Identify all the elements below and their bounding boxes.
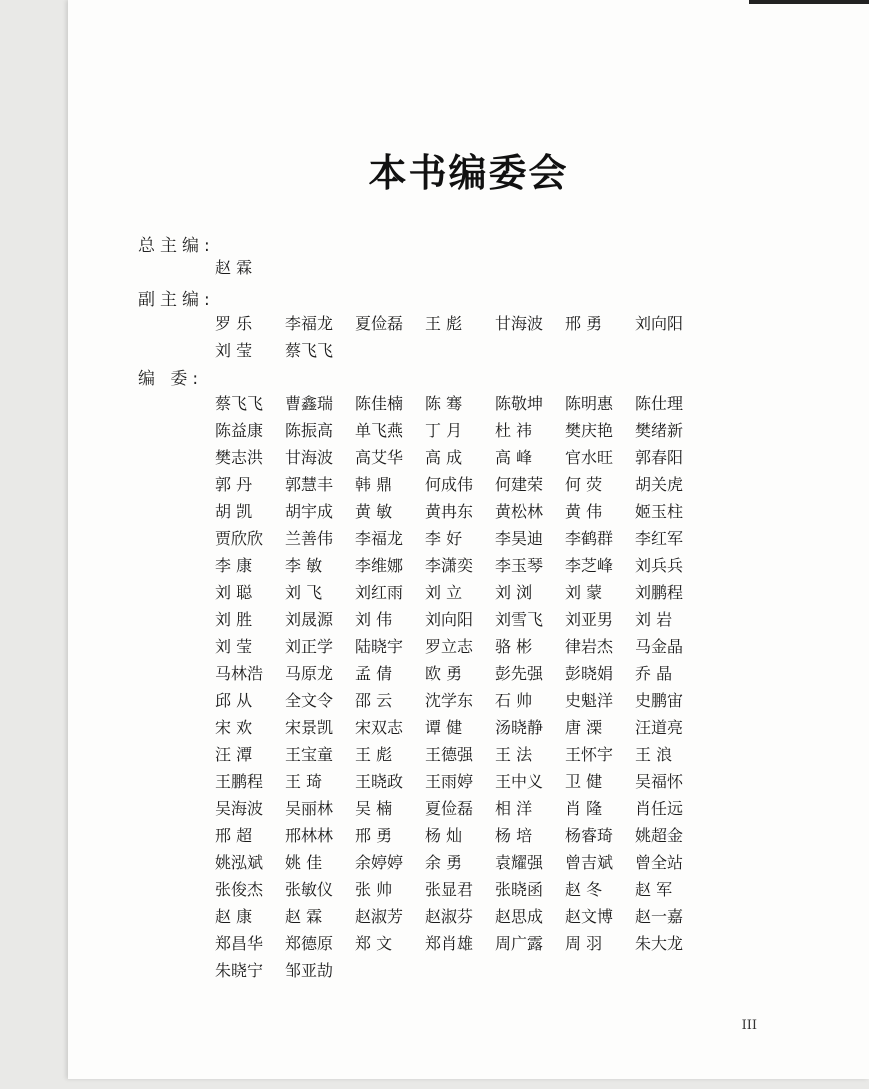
member-name: 宋双志 <box>355 718 404 737</box>
member-name: 郭 丹 <box>215 475 253 494</box>
member-name: 李福龙 <box>285 314 334 333</box>
member-name: 胡关虎 <box>635 475 684 494</box>
member-name: 王雨婷 <box>425 772 474 791</box>
member-name: 赵 冬 <box>565 880 603 899</box>
member-name: 周广露 <box>495 934 544 953</box>
member-name: 马金晶 <box>635 637 684 656</box>
member-name: 刘 浏 <box>495 583 533 602</box>
member-name: 夏俭磊 <box>355 314 404 333</box>
member-name: 李维娜 <box>355 556 404 575</box>
member-name: 樊志洪 <box>215 448 264 467</box>
member-name: 邢 勇 <box>565 314 603 333</box>
member-name: 肖 隆 <box>565 799 603 818</box>
member-name: 史魁洋 <box>565 691 614 710</box>
member-name: 乔 晶 <box>635 664 673 683</box>
member-name: 王 琦 <box>285 772 323 791</box>
member-name: 李 康 <box>215 556 253 575</box>
deputy-editor-list <box>215 310 705 364</box>
member-name: 何成伟 <box>425 475 474 494</box>
member-name: 高 成 <box>425 448 463 467</box>
member-name: 胡宇成 <box>285 502 334 521</box>
member-name: 官水旺 <box>565 448 614 467</box>
member-name: 欧 勇 <box>425 664 463 683</box>
top-edge-line <box>749 0 869 4</box>
member-name: 刘 莹 <box>215 341 253 360</box>
member-name: 赵一嘉 <box>635 907 684 926</box>
member-name: 赵淑芳 <box>355 907 404 926</box>
member-name: 赵 霖 <box>285 907 323 926</box>
deputy-editor-label: 副主编: <box>138 290 215 310</box>
member-name: 陆晓宇 <box>355 637 404 656</box>
member-name: 刘晟源 <box>285 610 334 629</box>
member-name: 刘 立 <box>425 583 463 602</box>
member-name: 卫 健 <box>565 772 603 791</box>
member-name: 邵 云 <box>355 691 393 710</box>
member-name: 刘鹏程 <box>635 583 684 602</box>
member-name: 姚 佳 <box>285 853 323 872</box>
member-name: 赵文博 <box>565 907 614 926</box>
member-name: 彭先强 <box>495 664 544 683</box>
member-name: 樊绪新 <box>635 421 684 440</box>
member-name: 单飞燕 <box>355 421 404 440</box>
member-name: 刘红雨 <box>355 583 404 602</box>
member-name: 王宝童 <box>285 745 334 764</box>
member-name: 朱大龙 <box>635 934 684 953</box>
member-name: 李 好 <box>425 529 463 548</box>
member-name: 黄松林 <box>495 502 544 521</box>
member-name: 宋景凯 <box>285 718 334 737</box>
member-name: 刘向阳 <box>635 314 684 333</box>
member-name: 赵思成 <box>495 907 544 926</box>
member-name: 高 峰 <box>495 448 533 467</box>
member-name: 刘 岩 <box>635 610 673 629</box>
page-title: 本书编委会 <box>368 150 569 195</box>
member-name: 陈明惠 <box>565 394 614 413</box>
member-name: 吴 楠 <box>355 799 393 818</box>
member-name: 刘兵兵 <box>635 556 684 575</box>
member-name: 全文令 <box>285 691 334 710</box>
member-name: 汪 潭 <box>215 745 253 764</box>
member-name: 宋 欢 <box>215 718 253 737</box>
member-name: 兰善伟 <box>285 529 334 548</box>
member-name: 李鹤群 <box>565 529 614 548</box>
member-name: 谭 健 <box>425 718 463 737</box>
member-name: 甘海波 <box>495 314 544 333</box>
member-name: 陈振高 <box>285 421 334 440</box>
member-name: 王中义 <box>495 772 544 791</box>
member-name: 黄 伟 <box>565 502 603 521</box>
member-name: 姬玉柱 <box>635 502 684 521</box>
member-name: 余婷婷 <box>355 853 404 872</box>
member-name: 蔡飞飞 <box>215 394 264 413</box>
member-name: 刘正学 <box>285 637 334 656</box>
member-name: 何建荣 <box>495 475 544 494</box>
member-name: 丁 月 <box>425 421 463 440</box>
member-name: 袁耀强 <box>495 853 544 872</box>
member-name: 刘雪飞 <box>495 610 544 629</box>
member-name: 胡 凯 <box>215 502 253 521</box>
member-name: 李潇奕 <box>425 556 474 575</box>
editorial-board-list <box>215 390 705 984</box>
member-name: 贾欣欣 <box>215 529 264 548</box>
member-name: 吴丽林 <box>285 799 334 818</box>
member-name: 郑 文 <box>355 934 393 953</box>
member-name: 刘亚男 <box>565 610 614 629</box>
member-name: 陈佳楠 <box>355 394 404 413</box>
member-name: 罗 乐 <box>215 314 253 333</box>
member-name: 邹亚劼 <box>285 961 334 980</box>
member-name: 姚泓斌 <box>215 853 264 872</box>
member-name: 肖任远 <box>635 799 684 818</box>
member-name: 史鹏宙 <box>635 691 684 710</box>
member-name: 邢 勇 <box>355 826 393 845</box>
member-name: 王 浪 <box>635 745 673 764</box>
member-name: 夏俭磊 <box>425 799 474 818</box>
member-name: 张 帅 <box>355 880 393 899</box>
member-name: 汤晓静 <box>495 718 544 737</box>
member-name: 邢 超 <box>215 826 253 845</box>
member-name: 吴福怀 <box>635 772 684 791</box>
member-name: 彭晓娟 <box>565 664 614 683</box>
member-name: 张俊杰 <box>215 880 264 899</box>
member-name: 赵淑芬 <box>425 907 474 926</box>
member-name: 王德强 <box>425 745 474 764</box>
member-name: 李福龙 <box>355 529 404 548</box>
member-name: 邱 从 <box>215 691 253 710</box>
chief-editor-list <box>215 254 705 281</box>
editorial-board-label: 编 委: <box>138 369 204 389</box>
member-name: 杨 培 <box>495 826 533 845</box>
member-name: 陈仕理 <box>635 394 684 413</box>
member-name: 唐 溧 <box>565 718 603 737</box>
member-name: 刘 伟 <box>355 610 393 629</box>
member-name: 王 彪 <box>355 745 393 764</box>
member-name: 甘海波 <box>285 448 334 467</box>
member-name: 刘 蒙 <box>565 583 603 602</box>
chief-editor-label: 总主编: <box>138 236 215 256</box>
member-name: 杨睿琦 <box>565 826 614 845</box>
member-name: 陈益康 <box>215 421 264 440</box>
member-name: 周 羽 <box>565 934 603 953</box>
member-name: 李红军 <box>635 529 684 548</box>
member-name: 曾吉斌 <box>565 853 614 872</box>
member-name: 黄冉东 <box>425 502 474 521</box>
member-name: 王 彪 <box>425 314 463 333</box>
member-name: 郑德原 <box>285 934 334 953</box>
member-name: 王 法 <box>495 745 533 764</box>
member-name: 孟 倩 <box>355 664 393 683</box>
member-name: 高艾华 <box>355 448 404 467</box>
member-name: 曾全站 <box>635 853 684 872</box>
member-name: 马原龙 <box>285 664 334 683</box>
member-name: 邢林林 <box>285 826 334 845</box>
member-name: 杜 祎 <box>495 421 533 440</box>
member-name: 刘 聪 <box>215 583 253 602</box>
member-name: 李昊迪 <box>495 529 544 548</box>
member-name: 蔡飞飞 <box>285 341 334 360</box>
member-name: 李玉琴 <box>495 556 544 575</box>
member-name: 骆 彬 <box>495 637 533 656</box>
member-name: 郭慧丰 <box>285 475 334 494</box>
member-name: 曹鑫瑞 <box>285 394 334 413</box>
member-name: 李 敏 <box>285 556 323 575</box>
member-name: 朱晓宁 <box>215 961 264 980</box>
member-name: 张敏仪 <box>285 880 334 899</box>
member-name: 赵 霖 <box>215 258 253 277</box>
member-name: 郑昌华 <box>215 934 264 953</box>
member-name: 赵 军 <box>635 880 673 899</box>
member-name: 赵 康 <box>215 907 253 926</box>
member-name: 王怀宇 <box>565 745 614 764</box>
page-number: III <box>741 1018 757 1033</box>
member-name: 刘 飞 <box>285 583 323 602</box>
member-name: 黄 敏 <box>355 502 393 521</box>
member-name: 郑肖雄 <box>425 934 474 953</box>
member-name: 马林浩 <box>215 664 264 683</box>
member-name: 余 勇 <box>425 853 463 872</box>
member-name: 李芝峰 <box>565 556 614 575</box>
member-name: 相 洋 <box>495 799 533 818</box>
member-name: 吴海波 <box>215 799 264 818</box>
member-name: 罗立志 <box>425 637 474 656</box>
member-name: 姚超金 <box>635 826 684 845</box>
member-name: 张显君 <box>425 880 474 899</box>
member-name: 韩 鼎 <box>355 475 393 494</box>
member-name: 石 帅 <box>495 691 533 710</box>
member-name: 刘 莹 <box>215 637 253 656</box>
member-name: 杨 灿 <box>425 826 463 845</box>
member-name: 王鹏程 <box>215 772 264 791</box>
member-name: 刘 胜 <box>215 610 253 629</box>
member-name: 律岩杰 <box>565 637 614 656</box>
member-name: 何 荧 <box>565 475 603 494</box>
member-name: 刘向阳 <box>425 610 474 629</box>
member-name: 陈敬坤 <box>495 394 544 413</box>
member-name: 汪道亮 <box>635 718 684 737</box>
member-name: 王晓政 <box>355 772 404 791</box>
member-name: 樊庆艳 <box>565 421 614 440</box>
member-name: 陈 骞 <box>425 394 463 413</box>
member-name: 沈学东 <box>425 691 474 710</box>
member-name: 郭春阳 <box>635 448 684 467</box>
member-name: 张晓函 <box>495 880 544 899</box>
document-page <box>68 0 869 1079</box>
